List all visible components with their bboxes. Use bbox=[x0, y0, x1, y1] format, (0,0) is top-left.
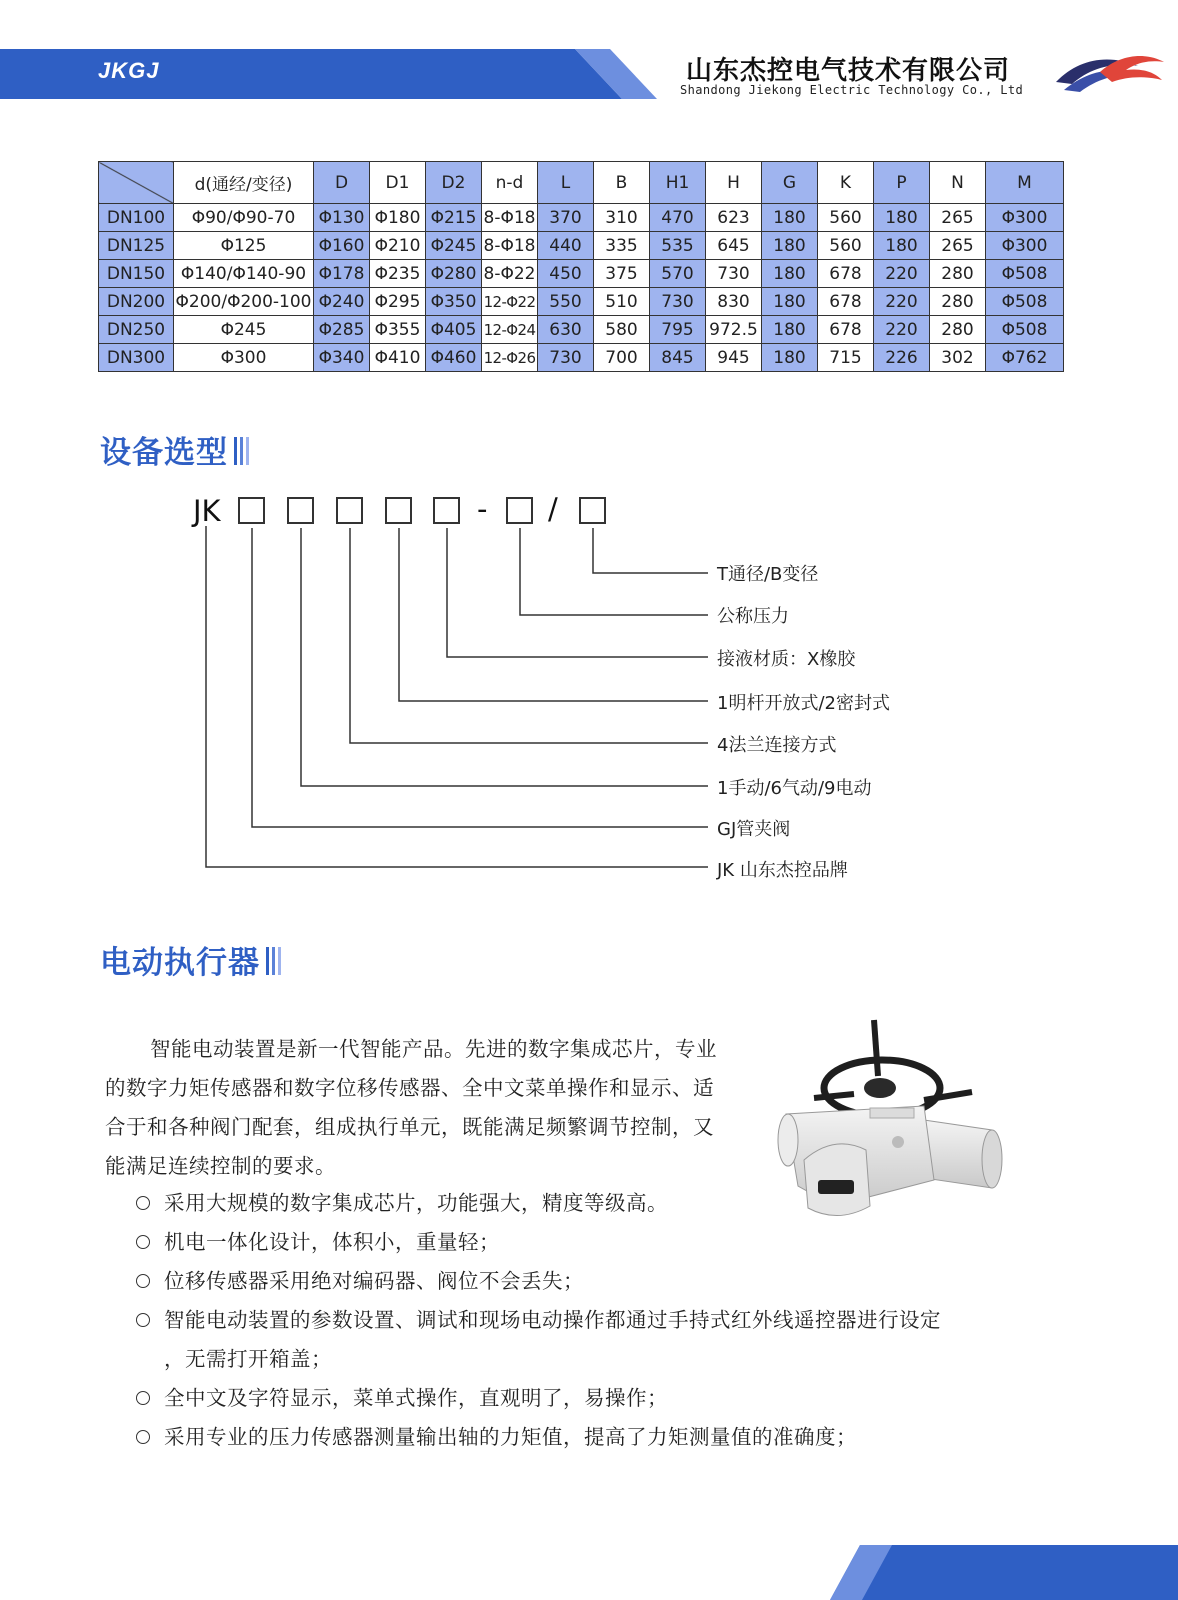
table-cell: 370 bbox=[538, 204, 594, 232]
header-cell: N bbox=[930, 162, 986, 204]
legend-label: T通径/B变径 bbox=[717, 564, 819, 585]
table-cell: Φ245 bbox=[174, 316, 314, 344]
table-cell: Φ280 bbox=[426, 260, 482, 288]
table-cell: 678 bbox=[818, 288, 874, 316]
table-cell: 450 bbox=[538, 260, 594, 288]
table-cell: 280 bbox=[930, 288, 986, 316]
table-cell: 220 bbox=[874, 288, 930, 316]
feature-text: 全中文及字符显示，菜单式操作，直观明了，易操作； bbox=[164, 1386, 668, 1410]
table-cell: 8-Φ18 bbox=[482, 232, 538, 260]
header-cell: H1 bbox=[650, 162, 706, 204]
table-cell: Φ350 bbox=[426, 288, 482, 316]
table-cell: 180 bbox=[762, 316, 818, 344]
list-item bbox=[136, 1223, 1079, 1262]
table-cell: 8-Φ22 bbox=[482, 260, 538, 288]
feature-text: 采用大规模的数字集成芯片，功能强大，精度等级高。 bbox=[164, 1191, 668, 1215]
row-label-cell: DN150 bbox=[99, 260, 174, 288]
table-cell: 678 bbox=[818, 316, 874, 344]
table-cell: Φ508 bbox=[986, 288, 1064, 316]
circle-bullet-icon bbox=[136, 1430, 150, 1444]
table-cell: 335 bbox=[594, 232, 650, 260]
list-item bbox=[136, 1418, 1079, 1457]
row-label-cell: DN300 bbox=[99, 344, 174, 372]
table-cell: 440 bbox=[538, 232, 594, 260]
header-cell: G bbox=[762, 162, 818, 204]
table-cell: Φ178 bbox=[314, 260, 370, 288]
row-label-cell: DN250 bbox=[99, 316, 174, 344]
legend-label: 公称压力 bbox=[717, 606, 789, 627]
header-cell: L bbox=[538, 162, 594, 204]
connector-line bbox=[447, 528, 708, 657]
legend-label: GJ管夹阀 bbox=[717, 819, 791, 840]
header-cell: P bbox=[874, 162, 930, 204]
table-cell: 730 bbox=[650, 288, 706, 316]
table-cell: Φ130 bbox=[314, 204, 370, 232]
table-cell: 715 bbox=[818, 344, 874, 372]
row-label-cell: DN200 bbox=[99, 288, 174, 316]
table-cell: 845 bbox=[650, 344, 706, 372]
electric-actuator-image bbox=[774, 1010, 1014, 1225]
legend-label: 1明杆开放式/2密封式 bbox=[717, 693, 890, 714]
table-cell: Φ300 bbox=[986, 204, 1064, 232]
header-cell: D2 bbox=[426, 162, 482, 204]
list-item bbox=[136, 1379, 1079, 1418]
connector-line bbox=[520, 528, 708, 615]
legend-label: 4法兰连接方式 bbox=[717, 735, 837, 756]
table-cell: 310 bbox=[594, 204, 650, 232]
table-cell: Φ762 bbox=[986, 344, 1064, 372]
table-cell: 375 bbox=[594, 260, 650, 288]
table-cell: Φ140/Φ140-90 bbox=[174, 260, 314, 288]
circle-bullet-icon bbox=[136, 1313, 150, 1327]
section-title-text: 电动执行器 bbox=[100, 945, 260, 981]
header-cell: D bbox=[314, 162, 370, 204]
circle-bullet-icon bbox=[136, 1274, 150, 1288]
row-label-cell: DN125 bbox=[99, 232, 174, 260]
connector-line bbox=[206, 526, 708, 867]
connector-line bbox=[350, 528, 708, 743]
code-slash: / bbox=[548, 492, 558, 526]
table-cell: 510 bbox=[594, 288, 650, 316]
table-cell: 12-Φ26 bbox=[482, 344, 538, 372]
brand-label: JKGJ bbox=[98, 58, 160, 83]
table-cell: Φ410 bbox=[370, 344, 426, 372]
legend-label: 1手动/6气动/9电动 bbox=[717, 778, 872, 799]
table-cell: Φ240 bbox=[314, 288, 370, 316]
table-cell: Φ340 bbox=[314, 344, 370, 372]
list-item-continuation bbox=[136, 1340, 1079, 1379]
circle-bullet-icon bbox=[136, 1196, 150, 1210]
table-cell: Φ300 bbox=[986, 232, 1064, 260]
table-cell: Φ295 bbox=[370, 288, 426, 316]
table-cell: Φ235 bbox=[370, 260, 426, 288]
table-cell: 220 bbox=[874, 316, 930, 344]
header-cell: K bbox=[818, 162, 874, 204]
feature-text: 采用专业的压力传感器测量输出轴的力矩值，提高了力矩测量值的准确度； bbox=[164, 1425, 857, 1449]
header-cell: H bbox=[706, 162, 762, 204]
table-cell: Φ300 bbox=[174, 344, 314, 372]
table-cell: 180 bbox=[762, 288, 818, 316]
company-name-cn: 山东杰控电气技术有限公司 bbox=[686, 56, 1011, 86]
header-cell: n-d bbox=[482, 162, 538, 204]
table-cell: Φ508 bbox=[986, 260, 1064, 288]
table-cell: 645 bbox=[706, 232, 762, 260]
table-cell: 265 bbox=[930, 232, 986, 260]
table-cell: 730 bbox=[706, 260, 762, 288]
table-cell: 12-Φ22 bbox=[482, 288, 538, 316]
footer-band bbox=[830, 1545, 1178, 1600]
model-code-prefix: JK bbox=[193, 494, 221, 528]
table-cell: 180 bbox=[762, 260, 818, 288]
table-cell: 302 bbox=[930, 344, 986, 372]
table-cell: 730 bbox=[538, 344, 594, 372]
table-cell: Φ90/Φ90-70 bbox=[174, 204, 314, 232]
table-cell: 830 bbox=[706, 288, 762, 316]
table-cell: 550 bbox=[538, 288, 594, 316]
header-cell: D1 bbox=[370, 162, 426, 204]
table-cell: 180 bbox=[762, 232, 818, 260]
company-name-en: Shandong Jiekong Electric Technology Co., Ltd bbox=[680, 83, 1024, 97]
table-cell: 470 bbox=[650, 204, 706, 232]
title-bars-icon bbox=[266, 947, 284, 983]
table-cell: 795 bbox=[650, 316, 706, 344]
header-cell: B bbox=[594, 162, 650, 204]
table-cell: 623 bbox=[706, 204, 762, 232]
table-cell: Φ125 bbox=[174, 232, 314, 260]
code-dash: - bbox=[477, 492, 488, 526]
table-cell: 945 bbox=[706, 344, 762, 372]
section-title-text: 设备选型 bbox=[100, 435, 228, 471]
table-cell: 180 bbox=[874, 232, 930, 260]
connector-line bbox=[593, 528, 708, 573]
table-cell: 570 bbox=[650, 260, 706, 288]
feature-text: 位移传感器采用绝对编码器、阀位不会丢失； bbox=[164, 1269, 584, 1293]
table-cell: 630 bbox=[538, 316, 594, 344]
table-cell: 226 bbox=[874, 344, 930, 372]
table-cell: Φ285 bbox=[314, 316, 370, 344]
header-cell: M bbox=[986, 162, 1064, 204]
table-cell: 12-Φ24 bbox=[482, 316, 538, 344]
section-title-actuator bbox=[100, 937, 284, 983]
table-cell: 580 bbox=[594, 316, 650, 344]
table-cell: 180 bbox=[762, 204, 818, 232]
table-cell: 700 bbox=[594, 344, 650, 372]
table-cell: 560 bbox=[818, 204, 874, 232]
circle-bullet-icon bbox=[136, 1235, 150, 1249]
table-cell: 8-Φ18 bbox=[482, 204, 538, 232]
table-cell: 180 bbox=[874, 204, 930, 232]
table-cell: 972.5 bbox=[706, 316, 762, 344]
table-cell: Φ180 bbox=[370, 204, 426, 232]
table-cell: Φ245 bbox=[426, 232, 482, 260]
table-cell: 180 bbox=[762, 344, 818, 372]
list-item bbox=[136, 1301, 1079, 1340]
table-cell: 678 bbox=[818, 260, 874, 288]
table-cell: Φ210 bbox=[370, 232, 426, 260]
circle-bullet-icon bbox=[136, 1391, 150, 1405]
table-cell: Φ215 bbox=[426, 204, 482, 232]
table-cell: Φ355 bbox=[370, 316, 426, 344]
legend-label: JK 山东杰控品牌 bbox=[717, 860, 848, 881]
header-cell: d(通经/变径) bbox=[174, 162, 314, 204]
table-cell: 280 bbox=[930, 316, 986, 344]
table-cell: 535 bbox=[650, 232, 706, 260]
feature-text: 机电一体化设计，体积小，重量轻； bbox=[164, 1230, 500, 1254]
legend-label: 接液材质：X橡胶 bbox=[717, 649, 856, 670]
row-label-cell: DN100 bbox=[99, 204, 174, 232]
list-item bbox=[136, 1262, 1079, 1301]
feature-text: 智能电动装置的参数设置、调试和现场电动操作都通过手持式红外线遥控器进行设定 bbox=[164, 1308, 941, 1332]
table-cell: 560 bbox=[818, 232, 874, 260]
intro-paragraph: 智能电动装置是新一代智能产品。先进的数字集成芯片，专业的数字力矩传感器和数字位移传感器、全中文菜单操作和显示、适合于和各种阀门配套，组成执行单元，既能满足频繁调节控制，又能满足连续控制的要求。 bbox=[105, 1037, 717, 1178]
feature-text: ，无需打开箱盖； bbox=[164, 1347, 332, 1371]
table-cell: 265 bbox=[930, 204, 986, 232]
table-cell: Φ200/Φ200-100 bbox=[174, 288, 314, 316]
table-cell: 280 bbox=[930, 260, 986, 288]
table-cell: 220 bbox=[874, 260, 930, 288]
table-cell: Φ508 bbox=[986, 316, 1064, 344]
table-cell: Φ160 bbox=[314, 232, 370, 260]
table-cell: Φ460 bbox=[426, 344, 482, 372]
table-cell: Φ405 bbox=[426, 316, 482, 344]
